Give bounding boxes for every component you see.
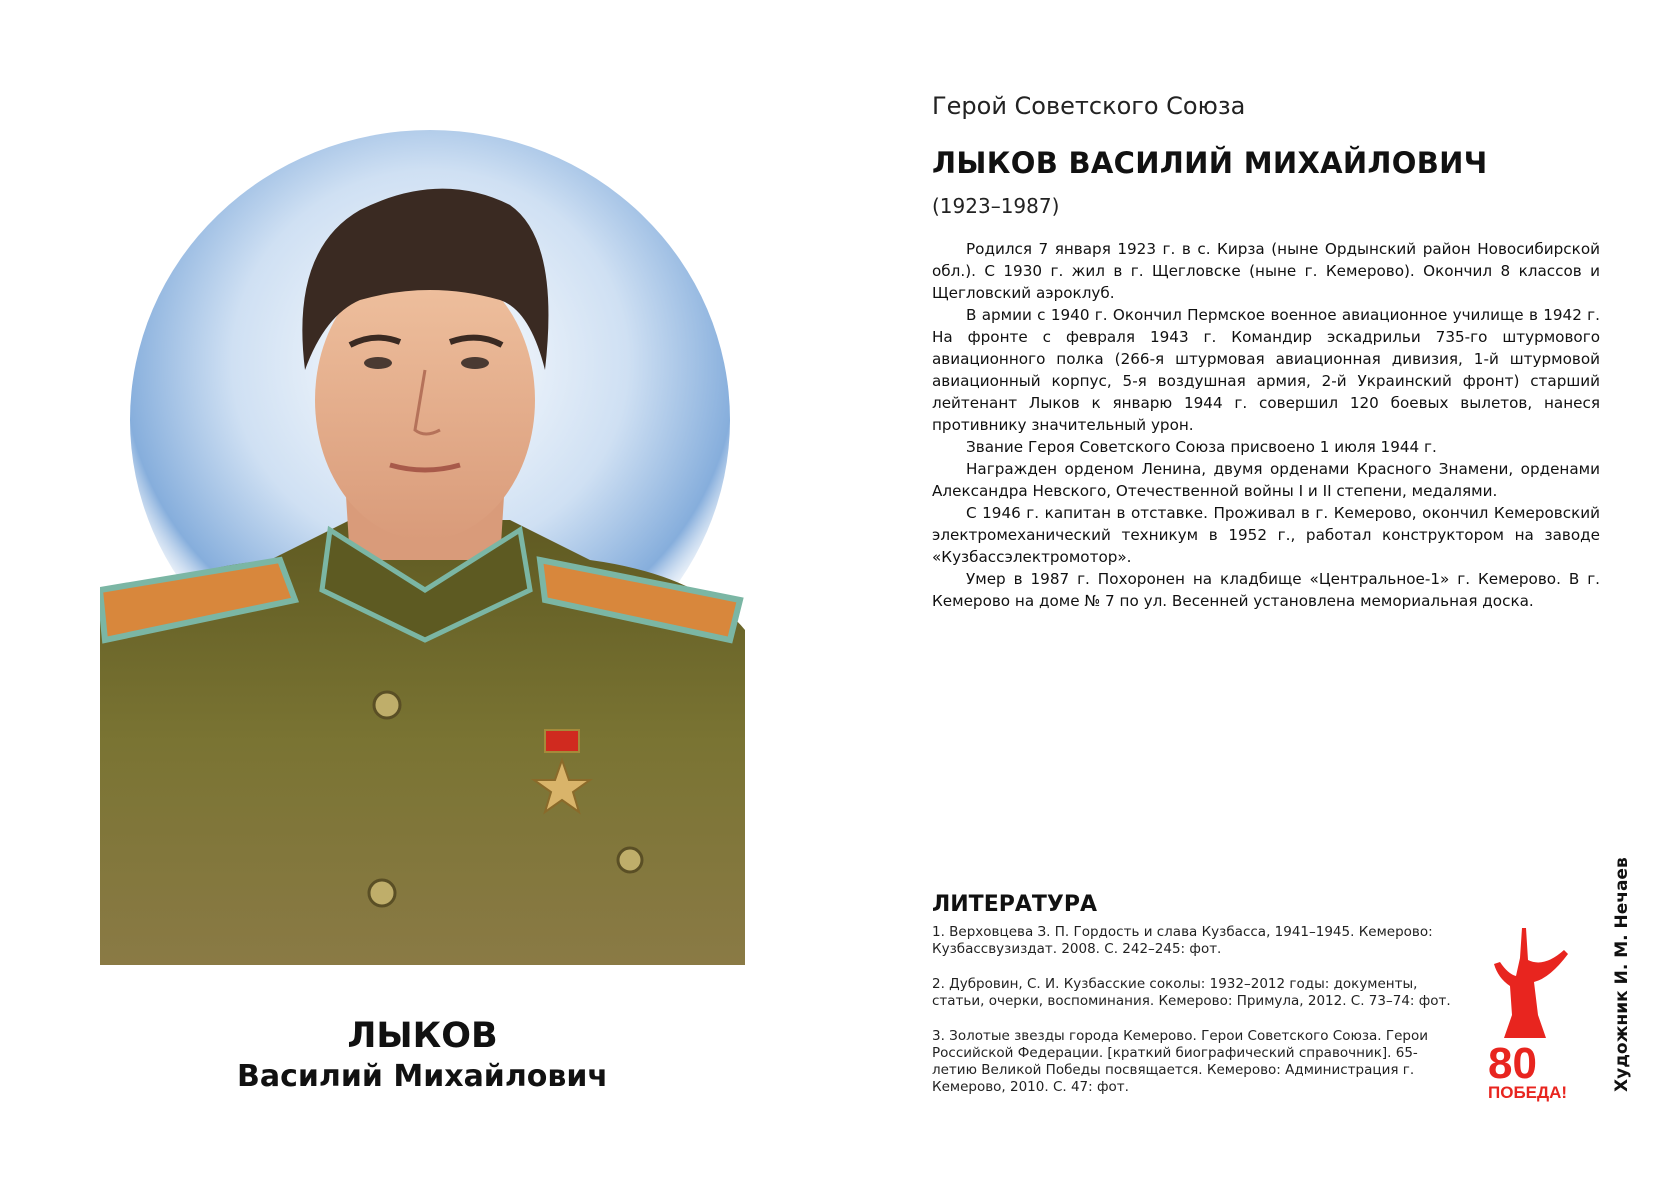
logo-number: 80 [1488, 1039, 1537, 1088]
bio-paragraph: В армии с 1940 г. Окончил Пермское военное авиационное училище в 1942 г. На фронте с февраля 1943 г. Командир эскадрильи 735-го штурмового авиационного полка (266-я штурмовая авиационная дивизия, 1-й штурмовой авиационный корпус, 5-я воздушная армия, 2-й Украинский фронт) старший лейтенант Лыков к январю 1944 г. совершил 120 боевых вылетов, нанеся противнику значительный урон. [932, 306, 1600, 434]
left-eye [364, 357, 392, 369]
literature-item: 1. Верховцева З. П. Гордость и слава Кузбасса, 1941–1945. Кемерово: Кузбассвузиздат. 2008. С. 242–245: фот. [932, 924, 1433, 957]
portrait-illustration [100, 120, 745, 965]
literature-heading: ЛИТЕРАТУРА [932, 892, 1097, 917]
bio-paragraph: С 1946 г. капитан в отставке. Проживал в г. Кемерово, окончил Кемеровский электромеханический техникум в 1952 г., работал конструктором на заводе «Кузбассэлектромотор». [932, 504, 1600, 566]
literature-item: 3. Золотые звезды города Кемерово. Герои Советского Союза. Герои Российской Федерации. [краткий биографический справочник]. 65-летию Великой Победы посвящается. Кемерово: Администрация г. Кемерово, 2010. С. 47: фот. [932, 1028, 1429, 1095]
literature-item: 2. Дубровин, С. И. Кузбасские соколы: 1932–2012 годы: документы, статьи, очерки, воспоминания. Кемерово: Примула, 2012. С. 73–74: фот. [932, 976, 1451, 1009]
portrait-caption [100, 1015, 745, 1097]
hero-star-ribbon [545, 730, 579, 752]
bio-paragraph: Умер в 1987 г. Похоронен на кладбище «Центральное-1» г. Кемерово. В г. Кемерово на доме № 7 по ул. Весенней установлена мемориальная доска. [932, 570, 1600, 610]
uniform-button [618, 848, 642, 872]
bio-paragraph: Награжден орденом Ленина, двумя орденами Красного Знамени, орденами Александра Невского, Отечественной войны I и II степени, медалями. [932, 460, 1600, 500]
page-title: ЛЫКОВ ВАСИЛИЙ МИХАЙЛОВИЧ [932, 146, 1488, 180]
hero-label: Герой Советского Союза [932, 92, 1246, 120]
logo-text: ПОБЕДА! [1488, 1083, 1568, 1102]
life-years: (1923–1987) [932, 194, 1060, 218]
uniform-button [369, 880, 395, 906]
literature-list [932, 924, 1452, 1114]
biography [932, 238, 1600, 612]
right-eye [461, 357, 489, 369]
victory-80-logo [1484, 920, 1574, 1102]
caption-surname: ЛЫКОВ [347, 1016, 498, 1056]
bio-paragraph: Родился 7 января 1923 г. в с. Кирза (ныне Ордынский район Новосибирской обл.). С 1930 г. жил в г. Щегловске (ныне г. Кемерово). Окончил 8 классов и Щегловский аэроклуб. [932, 240, 1600, 302]
artist-credit: Художник И. М. Нечаев [1612, 857, 1632, 1092]
uniform-button [374, 692, 400, 718]
motherland-statue-icon [1494, 928, 1568, 1038]
caption-given-names: Василий Михайлович [236, 1059, 609, 1094]
bio-paragraph: Звание Героя Советского Союза присвоено 1 июля 1944 г. [966, 438, 1437, 456]
